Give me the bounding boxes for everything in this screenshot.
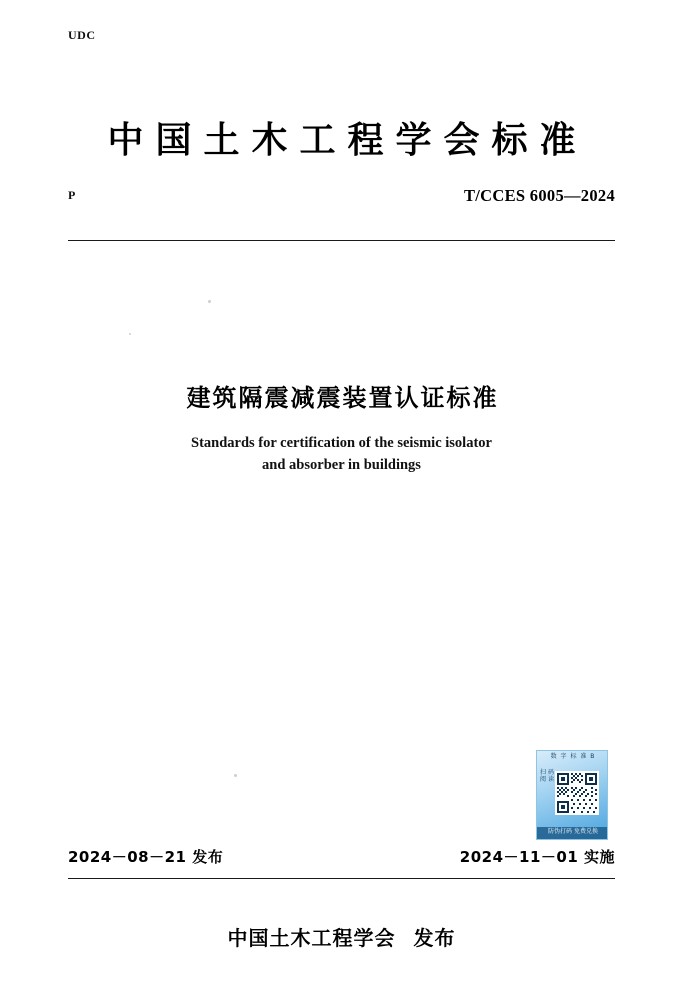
document-title-en-line2: and absorber in buildings — [262, 457, 421, 473]
standard-code: T/CCES 6005—2024 — [463, 186, 615, 205]
sticker-footer-line2: 免费兑换 — [573, 828, 598, 835]
document-title-en — [0, 432, 683, 476]
publisher-line — [0, 922, 683, 951]
publisher-name: 中国土木工程学会 — [227, 926, 396, 950]
document-title-cn: 建筑隔震减震装置认证标准 — [186, 384, 499, 412]
sticker-side-text: 扫 码 阅 读 — [540, 769, 554, 783]
scan-speck — [234, 774, 237, 777]
classification-and-code-row — [68, 186, 615, 208]
sticker-header-text: 数 字 标 准 B — [550, 753, 596, 760]
publisher-verb: 发布 — [413, 926, 456, 950]
qr-sticker[interactable] — [536, 750, 608, 840]
issue-date: 2024－08－21 发布 — [68, 848, 224, 866]
qr-code-icon[interactable] — [555, 771, 599, 815]
series-banner-title: 中国土木工程学会标准 — [107, 120, 588, 161]
sticker-footer-text — [537, 828, 608, 836]
udc-label: UDC — [68, 28, 96, 42]
effective-date: 2024－11－01 实施 — [459, 848, 615, 866]
divider-bottom — [68, 878, 615, 879]
document-title-en-line1: Standards for certification of the seismic isolator — [191, 435, 492, 451]
sticker-footer-line1: 防伪打码 — [548, 828, 573, 835]
divider-top — [68, 240, 615, 241]
scan-speck — [208, 300, 211, 303]
classification-mark: P — [68, 188, 76, 202]
scan-speck — [129, 333, 131, 335]
